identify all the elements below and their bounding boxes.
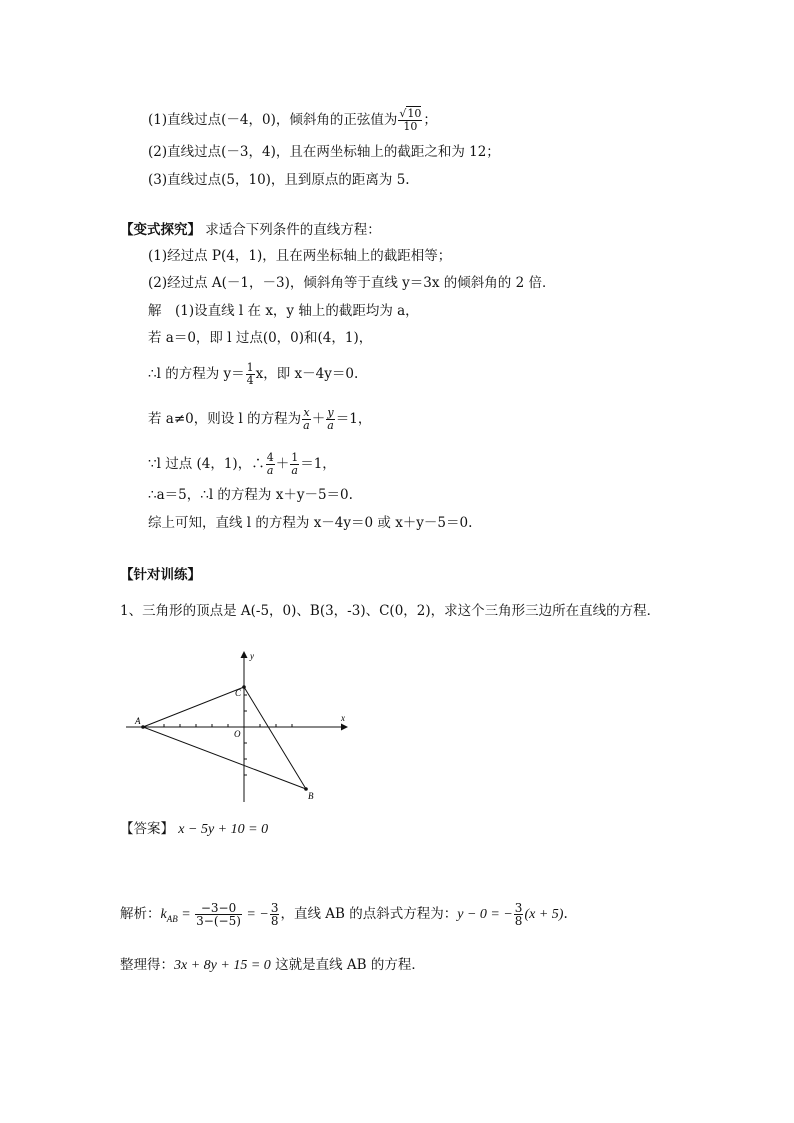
y-axis-label: y: [250, 651, 254, 661]
one-quarter-fraction: $\frac{1}{4}$: [246, 361, 254, 387]
answer-formula: x − 5y + 10 = 0: [178, 822, 269, 837]
variant-prompt: 求适合下列条件的直线方程：: [205, 222, 381, 238]
answer: [120, 820, 268, 839]
label-c: C: [235, 688, 242, 698]
conclusion-line: 整理得：3x + 8y + 15 = 0 这就是直线 AB 的方程．: [120, 957, 425, 973]
x-over-a-fraction: $\frac{x}{a}$: [303, 406, 310, 432]
solution-line-5: ∵l 过点 (4，1)，∴ $\frac{4}{a}$ ＋ $\frac{1}{a}$ ＝1，: [148, 451, 336, 477]
label-a: A: [135, 716, 141, 726]
solution-line-3: ∴l 的方程为 y＝ $\frac{1}{4}$ x，即 x－4y＝0.: [148, 361, 359, 387]
y-over-a-fraction: $\frac{y}{a}$: [327, 406, 334, 432]
practice-header: 【针对训练】: [120, 567, 201, 583]
label-b: B: [308, 791, 314, 801]
four-over-a-fraction: $\frac{4}{a}$: [266, 451, 274, 477]
vertex-c: [242, 685, 246, 689]
problem-item-3: (3)直线过点(5，10)，且到原点的距离为 5.: [148, 172, 410, 188]
x-axis-label: x: [341, 713, 345, 723]
answer-tag: 【答案】: [120, 821, 174, 837]
analysis-line: 解析：$k_{AB}$ = $\frac{-3-0}{3-(-5)}$ = − $\frac{3}{8}$ ，直线 AB 的点斜式方程为：y − 0 = − $\frac{3}{8}$ (x + 5).: [120, 901, 568, 928]
origin-label: O: [234, 729, 241, 739]
three-eighths-fraction: $\frac{3}{8}$: [270, 901, 279, 928]
solution-line-6: ∴a＝5，∴l 的方程为 x＋y－5＝0.: [148, 487, 353, 503]
three-eighths-fraction-2: $\frac{3}{8}$: [514, 901, 523, 928]
triangle-abc: [143, 687, 306, 789]
slope-fraction: $\frac{-3-0}{3-(-5)}$: [196, 901, 241, 928]
sqrt10-over-10-fraction: $\frac{√10}{10}$: [399, 107, 422, 133]
question-1: 1、三角形的顶点是 A(-5，0)、B(3，-3)、C(0，2)，求这个三角形三边所在直线的方程．: [120, 603, 661, 619]
variant-question-1: (1)经过点 P(4，1)，且在两坐标轴上的截距相等；: [148, 248, 452, 264]
problem-item-1: (1)直线过点(－4，0)，倾斜角的正弦值为 $\frac{√10}{10}$ ；: [148, 107, 437, 133]
variant-heading: [120, 221, 381, 239]
triangle-figure: [124, 650, 364, 810]
one-over-a-fraction: $\frac{1}{a}$: [291, 451, 299, 477]
solution-line-4: 若 a≠0，则设 l 的方程为 $\frac{x}{a}$ ＋ $\frac{y}{a}$ ＝1，: [148, 406, 372, 432]
solution-line-1: 解 (1)设直线 l 在 x，y 轴上的截距均为 a，: [148, 303, 419, 319]
solution-line-2: 若 a＝0，即 l 过点(0，0)和(4，1)，: [148, 330, 373, 346]
solution-line-7: 综上可知，直线 l 的方程为 x－4y＝0 或 x＋y－5＝0.: [148, 515, 473, 531]
conclusion-formula: 3x + 8y + 15 = 0: [174, 958, 271, 973]
variant-tag: 【变式探究】: [120, 222, 201, 238]
vertex-a: [141, 725, 145, 729]
variant-question-2: (2)经过点 A(－1，－3)，倾斜角等于直线 y＝3x 的倾斜角的 2 倍．: [148, 275, 556, 291]
slope-symbol: $k_{AB}$: [160, 907, 178, 924]
problem-item-2: (2)直线过点(－3，4)，且在两坐标轴上的截距之和为 12；: [148, 144, 500, 160]
